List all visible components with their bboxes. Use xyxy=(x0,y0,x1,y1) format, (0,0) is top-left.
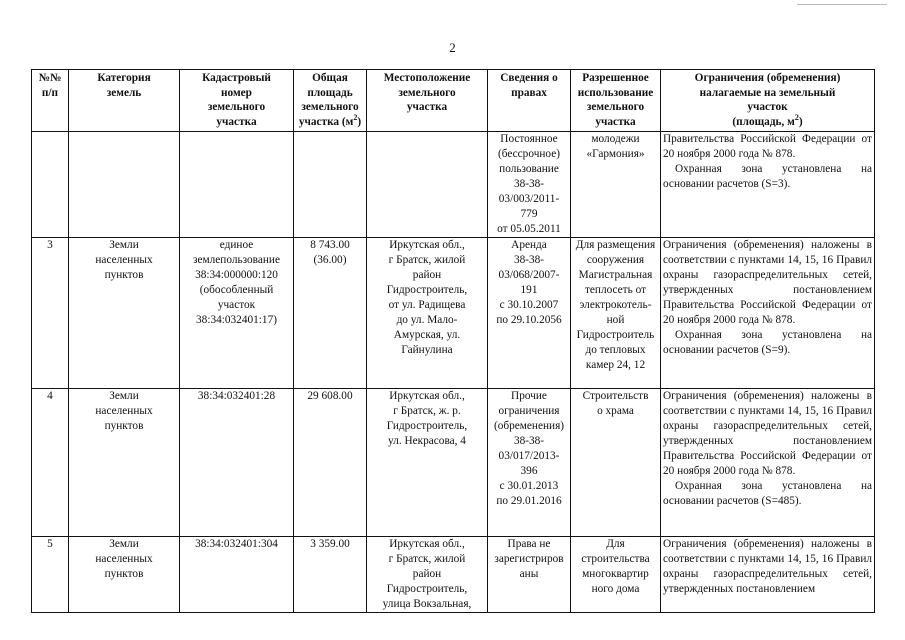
superscript: 2 xyxy=(794,112,799,122)
cell-rights xyxy=(488,132,571,238)
cell-line: зарегистриров xyxy=(494,553,564,565)
cell-line: район xyxy=(412,269,442,281)
header-permitted xyxy=(571,70,661,132)
cell-location xyxy=(367,389,488,537)
cell-line: «Гармония» xyxy=(586,148,645,160)
restriction-paragraph: Охранная зона установлена на основании расчетов (S=3). xyxy=(663,163,872,190)
cell-line: земельного xyxy=(586,101,645,113)
cell-line: теплосеть от xyxy=(584,284,647,296)
cell-line: правах xyxy=(511,86,547,99)
cell-line: Земли xyxy=(109,538,139,550)
cell-line: п/п xyxy=(41,86,59,99)
cell-line: участка $(м^2)$ xyxy=(298,112,362,128)
cell-category xyxy=(69,238,180,389)
cell-line: пользование xyxy=(499,163,559,175)
cell-line: 03/003/2011- xyxy=(498,193,560,205)
cell-restrictions xyxy=(661,389,875,537)
cell-line: налагаемые на земельный xyxy=(699,86,836,99)
cell-line: Аренда xyxy=(511,239,547,251)
cell-line: от 05.05.2011 xyxy=(497,223,561,235)
cell-line: населенных xyxy=(95,553,153,565)
cell-cadastral xyxy=(180,537,294,613)
cell-category xyxy=(69,389,180,537)
cell-line: Кадастровый xyxy=(202,72,271,84)
header-area xyxy=(294,70,367,132)
cell-line: землепользование xyxy=(193,254,280,266)
cell-line: Категория xyxy=(97,72,151,84)
cell-line: по 29.10.2056 xyxy=(496,314,562,326)
cell-line: (обособленный xyxy=(199,284,274,296)
cell-line: улица Вокзальная, xyxy=(382,598,472,610)
cell-line: молодежи xyxy=(591,133,640,145)
cell-line: Гидростроитель, xyxy=(386,420,468,432)
cell-line: 191 xyxy=(520,284,538,296)
cell-line: 38:34:032401:28 xyxy=(197,390,276,402)
cell-line: Общая xyxy=(312,72,348,84)
cell-line: Гайнулина xyxy=(401,344,453,356)
cell-cadastral xyxy=(180,132,294,238)
cell-line: ул. Некрасова, 4 xyxy=(388,435,466,447)
cell-line: Иркутская обл., xyxy=(389,239,465,251)
cell-line: (36.00) xyxy=(313,254,347,266)
cell-num xyxy=(32,132,69,238)
cell-area xyxy=(294,238,367,389)
cell-rights xyxy=(488,537,571,613)
cell-rights xyxy=(488,238,571,389)
cell-category xyxy=(69,132,180,238)
cell-line: до тепловых xyxy=(585,344,646,356)
table-row xyxy=(32,238,875,389)
cell-line: участок xyxy=(747,101,788,113)
cell-rights xyxy=(488,389,571,537)
cell-line: 8 743.00 xyxy=(310,239,350,251)
cell-restrictions xyxy=(661,238,875,389)
cell-line: участка xyxy=(406,101,448,113)
cell-line: район xyxy=(412,568,442,580)
cell-line: 38:34:032401:304 xyxy=(195,538,278,550)
cell-line: (площадь, $м^2$) xyxy=(732,112,803,128)
cell-line: (бессрочное) xyxy=(498,148,560,160)
cell-line: пунктов xyxy=(104,269,144,281)
cell-line: до ул. Мало- xyxy=(396,314,458,326)
cell-line: многоквартир xyxy=(582,568,649,580)
cell-restrictions xyxy=(661,132,875,238)
cell-line: 38-38- xyxy=(513,254,545,266)
scan-artifact-line xyxy=(797,4,887,5)
cell-line: единое xyxy=(219,239,254,251)
superscript: 2 xyxy=(353,112,358,122)
land-registry-table xyxy=(31,69,875,613)
header-restrictions xyxy=(661,70,875,132)
cell-line: Иркутская обл., xyxy=(389,538,465,550)
header-location xyxy=(367,70,488,132)
cell-permitted xyxy=(571,238,661,389)
cell-line: Ограничения (обременения) xyxy=(694,72,841,84)
cell-line: Гидростроитель, xyxy=(386,583,468,595)
cell-line: Земли xyxy=(109,390,139,402)
cell-location xyxy=(367,132,488,238)
cell-line: Гидростроитель, xyxy=(386,284,468,296)
cell-line: земельного xyxy=(301,101,359,113)
header-cadastral xyxy=(180,70,294,132)
cell-line: 38-38- xyxy=(513,435,545,447)
cell-line: №№ xyxy=(38,72,62,84)
cell-line: 03/017/2013- xyxy=(498,450,560,462)
cell-line: с 30.01.2013 xyxy=(499,480,559,492)
cell-line: земель xyxy=(106,86,142,99)
cell-line: сооружения xyxy=(586,254,645,266)
cell-line: Прочие xyxy=(511,390,547,402)
cell-line: 396 xyxy=(520,465,538,477)
cell-line: Амурская, ул. xyxy=(393,329,461,341)
cell-num: 5 xyxy=(32,537,69,613)
cell-permitted xyxy=(571,537,661,613)
restriction-paragraph: Охранная зона установлена на основании расчетов (S=9). xyxy=(663,329,872,356)
cell-area xyxy=(294,537,367,613)
restriction-paragraph: Ограничения (обременения) наложены в соответствии с пунктами 14, 15, 16 Правил охраны газораспределительных сетей, утвержденных постановлением Правительства Российской Федерации от 20 ноября 2000 года № 878. xyxy=(663,239,872,326)
cell-line: Постоянное xyxy=(500,133,558,145)
cell-cadastral xyxy=(180,238,294,389)
cell-line: аны xyxy=(519,568,539,580)
table-row xyxy=(32,537,875,613)
cell-line: Для xyxy=(606,538,625,550)
cell-line: от ул. Радищева xyxy=(388,299,466,311)
cell-line: населенных xyxy=(95,254,153,266)
cell-line: г Братск, жилой xyxy=(388,254,466,266)
cell-line: участок xyxy=(217,299,256,311)
table-row xyxy=(32,389,875,537)
cell-category xyxy=(69,537,180,613)
cell-line: 38-38- xyxy=(513,178,545,190)
page-number: 2 xyxy=(449,40,456,55)
cell-line: Иркутская обл., xyxy=(389,390,465,402)
cell-line: строительства xyxy=(581,553,650,565)
cell-line: 38:34:032401:17) xyxy=(196,314,277,326)
table-header-row xyxy=(32,70,875,132)
cell-line: населенных xyxy=(95,405,153,417)
cell-line: Местоположение xyxy=(383,72,471,84)
cell-line: с 30.10.2007 xyxy=(499,299,559,311)
cell-line: земельного xyxy=(207,101,266,113)
cell-permitted xyxy=(571,389,661,537)
cell-line: 29 608.00 xyxy=(307,390,353,402)
cell-line: 3 359.00 xyxy=(310,538,350,550)
header-num xyxy=(32,70,69,132)
cell-line: (обременения) xyxy=(493,420,565,432)
header-rights xyxy=(488,70,571,132)
cell-line: Магистральная xyxy=(578,269,653,281)
cell-line: Разрешенное xyxy=(582,72,649,84)
cell-line: электрокотель- xyxy=(579,299,652,311)
cell-line: Сведения о xyxy=(500,72,558,84)
cell-num: 4 xyxy=(32,389,69,537)
cell-line: Строительств xyxy=(582,390,649,402)
cell-cadastral xyxy=(180,389,294,537)
cell-restrictions xyxy=(661,537,875,613)
cell-line: Гидростроитель xyxy=(576,329,655,341)
cell-line: камер 24, 12 xyxy=(585,359,646,371)
cell-line: ной xyxy=(606,314,625,326)
cell-line: г Братск, ж. р. xyxy=(393,405,461,417)
restriction-paragraph: Ограничения (обременения) наложены в соответствии с пунктами 14, 15, 16 Правил охраны газораспределительных сетей, утвержденных постановлением xyxy=(663,538,872,595)
cell-line: 03/068/2007- xyxy=(498,269,560,281)
cell-line: использование xyxy=(577,86,654,99)
cell-location xyxy=(367,238,488,389)
cell-line: пунктов xyxy=(104,420,144,432)
cell-line: участка xyxy=(595,115,636,128)
cell-line: земельного xyxy=(398,86,456,99)
cell-line: пунктов xyxy=(104,568,144,580)
cell-num: 3 xyxy=(32,238,69,389)
table-row xyxy=(32,132,875,238)
cell-line: о храма xyxy=(597,405,634,417)
cell-line: ного дома xyxy=(591,583,640,595)
cell-line: Для размещения xyxy=(575,239,656,251)
cell-line: г Братск, жилой xyxy=(388,553,466,565)
cell-line: по 29.01.2016 xyxy=(496,495,562,507)
restriction-paragraph: Правительства Российской Федерации от 20 ноября 2000 года № 878. xyxy=(663,133,872,160)
cell-permitted xyxy=(571,132,661,238)
restriction-paragraph: Ограничения (обременения) наложены в соответствии с пунктами 14, 15, 16 Правил охраны газораспределительных сетей, утвержденных постановлением Правительства Российской Федерации от 20 ноября 2000 года № 878. xyxy=(663,390,872,477)
cell-line: номер xyxy=(221,86,252,99)
cell-line: Права не xyxy=(507,538,551,550)
cell-line: участка xyxy=(216,115,257,128)
restriction-paragraph: Охранная зона установлена на основании расчетов (S=485). xyxy=(663,480,872,507)
cell-line: площадь xyxy=(307,86,353,99)
cell-line: 779 xyxy=(520,208,538,220)
header-category xyxy=(69,70,180,132)
cell-line: ограничения xyxy=(498,405,560,417)
cell-area xyxy=(294,389,367,537)
cell-line: 38:34:000000:120 xyxy=(195,269,278,281)
cell-line: Земли xyxy=(109,239,139,251)
cell-location xyxy=(367,537,488,613)
cell-area xyxy=(294,132,367,238)
